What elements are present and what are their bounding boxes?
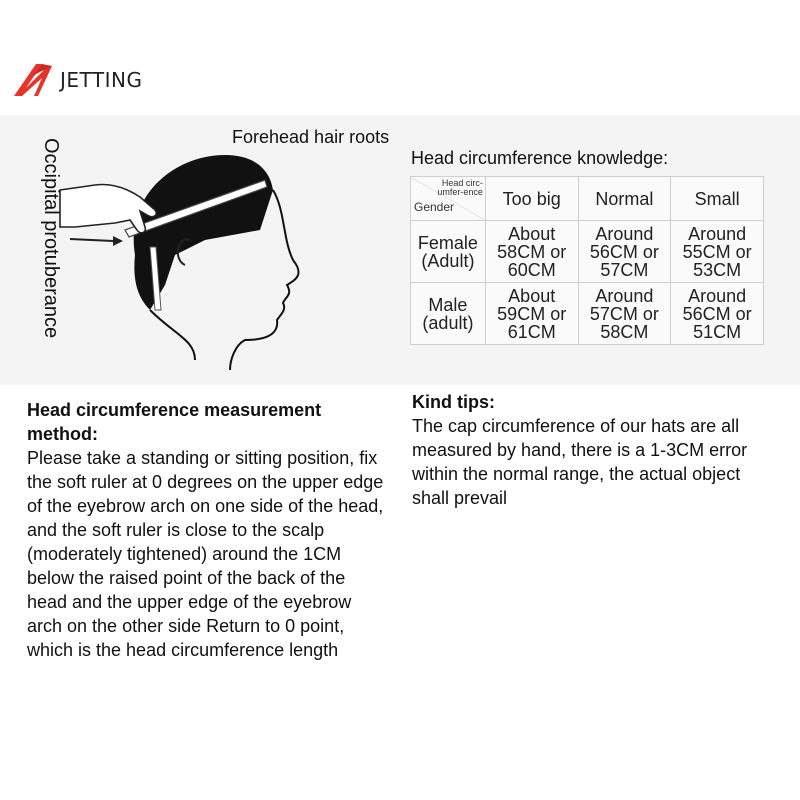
- brand-logo: [12, 60, 172, 100]
- tips-body: The cap circumference of our hats are all measured by hand, there is a 1-3CM error within the normal range, the actual object shall prevail: [412, 416, 748, 508]
- pointer-arrow: [70, 239, 113, 241]
- occipital-label: [34, 138, 64, 383]
- knowledge-title: Head circumference knowledge:: [411, 148, 669, 168]
- table-cell: Around 57CM or 58CM: [578, 283, 671, 345]
- size-table: [410, 176, 764, 345]
- head-measurement-diagram: [55, 135, 345, 375]
- table-row: [411, 221, 764, 283]
- table-corner-cell: [411, 177, 486, 221]
- jetting-logo-icon: [12, 60, 56, 100]
- corner-header-gender: Gender: [414, 200, 455, 214]
- column-header-small: Small: [671, 177, 764, 221]
- table-cell: About 59CM or 61CM: [485, 283, 578, 345]
- gender-cell-female: Female (Adult): [411, 221, 486, 283]
- gender-cell-male: Male (adult): [411, 283, 486, 345]
- table-cell: Around 55CM or 53CM: [671, 221, 764, 283]
- kind-tips-section: [412, 390, 772, 510]
- pointer-arrow-head: [113, 236, 123, 246]
- table-cell: About 58CM or 60CM: [485, 221, 578, 283]
- brand-name: JETTING: [60, 68, 143, 92]
- method-title: Head circumference measurement method:: [27, 400, 322, 444]
- corner-header-circumference: Head circ-umfer-ence: [437, 178, 483, 197]
- method-body: Please take a standing or sitting position, fix the soft ruler at 0 degrees on the upper edge of the eyebrow arch on one side of the head, and the soft ruler is close to the scalp (moderately tightened) around the 1CM below the raised point of the back of the head and the upper edge of the eyebrow arch on the other side Return to 0 point, which is the head circumference length: [27, 448, 384, 660]
- tips-title: Kind tips:: [412, 392, 495, 412]
- table-row: [411, 283, 764, 345]
- column-header-too-big: Too big: [485, 177, 578, 221]
- occipital-label-text: Occipital protuberance: [40, 138, 62, 339]
- hand-shape: [60, 185, 156, 233]
- table-cell: Around 56CM or 57CM: [578, 221, 671, 283]
- measurement-method-section: [27, 398, 387, 662]
- column-header-normal: Normal: [578, 177, 671, 221]
- forehead-label: Forehead hair roots: [232, 127, 390, 147]
- table-header-row: [411, 177, 764, 221]
- table-cell: Around 56CM or 51CM: [671, 283, 764, 345]
